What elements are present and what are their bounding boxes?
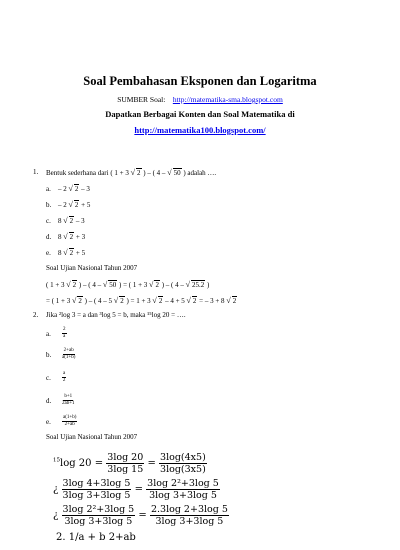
sol2-r4: 2 xyxy=(192,297,197,305)
sol1-r1: 2 xyxy=(72,281,77,289)
option-fraction xyxy=(62,371,66,384)
option-pre: 8 xyxy=(58,249,62,257)
q2-option xyxy=(46,394,75,407)
fraction-numerator: 2+ab xyxy=(63,348,74,353)
q2-option xyxy=(46,371,66,384)
q1-rad2: 50 xyxy=(173,169,181,177)
option-letter: a. xyxy=(46,185,51,193)
sol2-c: ) = 1 + 3 xyxy=(126,297,151,305)
work-l1-frac1: $\frac{3\log 20}{3\log 15}$ xyxy=(107,452,144,475)
sqrt-icon: √ xyxy=(63,216,68,225)
option-rad: 2 xyxy=(74,185,79,193)
sqrt-icon: √ xyxy=(226,296,231,305)
fraction-denominator: 2+ab xyxy=(64,422,75,427)
source-label: SUMBER Soal: xyxy=(117,95,166,104)
blog-link[interactable]: http://matematika100.blogspot.com/ xyxy=(134,125,266,135)
subtitle: Dapatkan Berbagai Konten dan Soal Matematika di xyxy=(105,109,295,119)
q1-source-note: Soal Ujian Nasional Tahun 2007 xyxy=(46,264,138,272)
sqrt-icon: √ xyxy=(152,296,157,305)
sqrt-icon: √ xyxy=(68,184,73,193)
q1-rad1: 2 xyxy=(137,169,141,177)
option-letter: d. xyxy=(46,233,52,241)
option-pre: 8 xyxy=(58,233,62,241)
option-post: – 3 xyxy=(75,217,85,225)
sqrt-icon: √ xyxy=(113,296,119,305)
option-rad: 2 xyxy=(69,249,74,257)
work-l2-frac2: $\frac{\text{3log 2²+3log 5}}{3\log 3+3\log 5}$ xyxy=(147,478,219,501)
work-l2-frac1: $\frac{3\log 4+3\log 5}{3\log 3+3\log 5}$ xyxy=(62,478,131,501)
work-l1-base: 15 xyxy=(53,457,60,464)
sol2-d: – 4 + 5 xyxy=(165,297,185,305)
option-letter: e. xyxy=(46,417,51,426)
option-post: + 5 xyxy=(81,201,91,209)
option-fraction xyxy=(62,327,67,340)
sol2-r3: 2 xyxy=(158,297,163,305)
sol2-r5: 2 xyxy=(232,297,237,305)
fraction-numerator: b+1 xyxy=(64,394,73,399)
sol1-e: ) xyxy=(207,281,210,289)
sol1-a: ( 1 + 3 xyxy=(46,281,65,289)
sol1-c: ) = ( 1 + 3 xyxy=(118,281,148,289)
option-fraction xyxy=(62,394,75,407)
option-rad: 2 xyxy=(69,217,74,225)
option-letter: e. xyxy=(46,249,51,257)
q1-solution-line2 xyxy=(46,296,237,305)
sol1-d: ) – ( 4 – xyxy=(161,281,184,289)
q2-option xyxy=(46,327,67,340)
sqrt-icon: √ xyxy=(149,280,154,289)
option-post: + 5 xyxy=(75,249,86,257)
option-pre: – 2 xyxy=(58,185,67,193)
source-link[interactable]: http://matematika-sma.blogspot.com xyxy=(172,95,283,104)
sqrt-icon: √ xyxy=(63,232,68,241)
q1-option xyxy=(46,184,90,193)
q2-stem: Jika ²log 3 = a dan ³log 5 = b, maka ¹⁵log 20 = …. xyxy=(46,311,186,319)
sqrt-icon: √ xyxy=(130,168,136,177)
sol1-b: ) – ( 4 – xyxy=(78,281,102,289)
q1-option xyxy=(46,216,85,225)
option-letter: c. xyxy=(46,373,51,382)
fraction-denominator: 2ab+1 xyxy=(62,401,75,406)
sqrt-icon: √ xyxy=(66,280,71,289)
sqrt-icon: √ xyxy=(185,280,190,289)
option-fraction xyxy=(62,348,75,361)
sol1-r4: 25.2 xyxy=(192,281,205,289)
q1-solution-line1 xyxy=(46,280,209,289)
sol2-r2: 2 xyxy=(120,297,124,305)
q1-stem-c: ) adalah …. xyxy=(183,169,217,177)
blog-link-line xyxy=(0,125,400,135)
fraction-numerator: a(1+b) xyxy=(63,415,77,420)
q1-stem xyxy=(46,168,216,177)
sol1-r3: 2 xyxy=(155,281,159,289)
fraction-numerator: a xyxy=(63,371,66,376)
fraction-numerator: 2 xyxy=(63,327,66,332)
option-post: – 3 xyxy=(81,185,90,193)
q2-work-line1: $^{15}$log 20 = $\frac{3\log 20}{3\log 15}$ = $\frac{3\log(4x5)}{3\log(3x5)}$ xyxy=(53,452,206,475)
q1-option xyxy=(46,248,85,257)
q1-option xyxy=(46,232,85,241)
fraction-denominator: a xyxy=(63,334,66,339)
work-l1-frac2: $\frac{3\log(4x5)}{3\log(3x5)}$ xyxy=(160,452,206,475)
option-letter: b. xyxy=(46,350,52,359)
option-rad: 2 xyxy=(69,233,74,241)
sol2-r1: 2 xyxy=(78,297,82,305)
fraction-denominator: 2 xyxy=(62,378,66,383)
work-l3-frac1: $\frac{\text{3log 2²+3log 5}}{3\log 3+3\log 5}$ xyxy=(62,504,135,527)
sol2-e: = – 3 + 8 xyxy=(199,297,225,305)
q1-option xyxy=(46,200,90,209)
sqrt-icon: √ xyxy=(71,296,77,305)
q2-option xyxy=(46,415,77,428)
q1-number: 1. xyxy=(33,168,39,176)
option-rad: 2 xyxy=(74,201,79,209)
sqrt-icon: √ xyxy=(102,280,108,289)
option-pre: – 2 xyxy=(58,201,67,209)
q1-stem-b: ) – ( 4 – xyxy=(143,169,166,177)
option-letter: a. xyxy=(46,329,51,338)
sol2-b: ) – ( 4 – 5 xyxy=(84,297,113,305)
option-fraction xyxy=(62,415,77,428)
q2-work-line2: ¿ $\frac{3\log 4+3\log 5}{3\log 3+3\log 5}$ = $\frac{\text{3log 2²+3log 5}}{3\log 3+3\log 5}$ xyxy=(53,478,219,501)
q2-work-line3: ¿ $\frac{\text{3log 2²+3log 5}}{3\log 3+3\log 5}$ = $\frac{2.3\log 2+3\log 5}{3\log 3+3\log 5}$ xyxy=(53,504,228,527)
document-title: Soal Pembahasan Eksponen dan Logaritma xyxy=(83,74,317,88)
sqrt-icon: √ xyxy=(167,168,172,177)
sqrt-icon: √ xyxy=(63,248,68,257)
option-post: + 3 xyxy=(75,233,86,241)
q2-work-line4: 2. 1/a + b 2+ab xyxy=(56,532,136,543)
option-letter: b. xyxy=(46,201,52,209)
option-pre: 8 xyxy=(58,217,62,225)
fraction-denominator: a(1+b) xyxy=(62,355,76,360)
source-line xyxy=(0,95,400,104)
work-l1-lhs: log 20 xyxy=(60,458,92,469)
q1-stem-a: Bentuk sederhana dari ( 1 + 3 xyxy=(46,169,129,177)
option-letter: c. xyxy=(46,217,51,225)
option-letter: d. xyxy=(46,396,52,405)
sqrt-icon: √ xyxy=(186,296,191,305)
sqrt-icon: √ xyxy=(68,200,73,209)
q2-source-note: Soal Ujian Nasional Tahun 2007 xyxy=(46,433,138,441)
q2-option xyxy=(46,348,75,361)
sol2-a: = ( 1 + 3 xyxy=(46,297,71,305)
sol1-r2: 50 xyxy=(109,281,117,289)
work-l3-frac2: $\frac{2.3\log 2+3\log 5}{3\log 3+3\log 5}$ xyxy=(150,504,228,527)
q2-number: 2. xyxy=(33,311,39,319)
